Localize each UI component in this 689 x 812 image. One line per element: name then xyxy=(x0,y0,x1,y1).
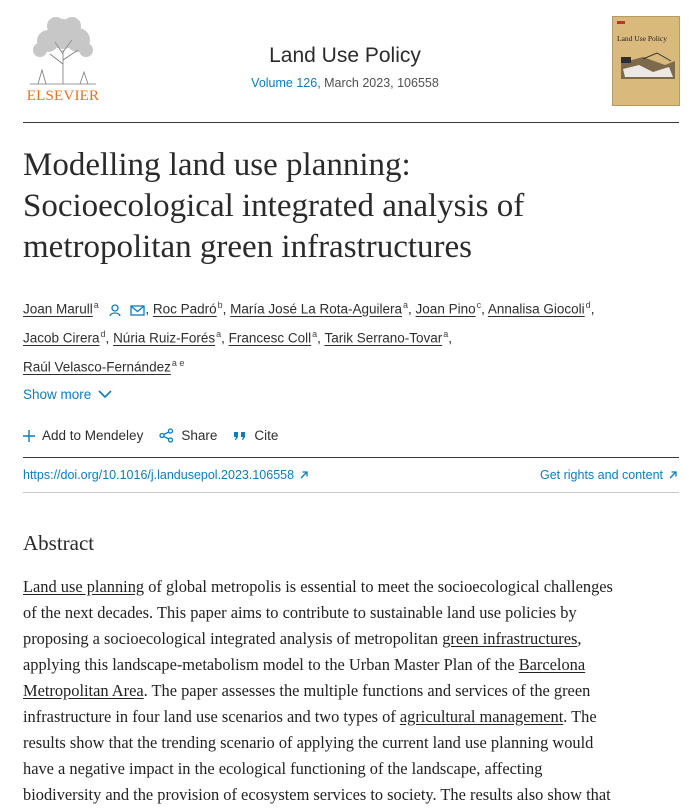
header-divider xyxy=(23,122,679,123)
abstract-body xyxy=(23,574,685,808)
title-line: metropolitan green infrastructures xyxy=(23,229,472,265)
elsevier-logo[interactable] xyxy=(22,14,104,106)
cover-title: Land Use Policy xyxy=(617,34,667,43)
abstract-text: , xyxy=(577,629,582,648)
article-title xyxy=(23,145,673,268)
cite-button[interactable] xyxy=(233,428,278,443)
author-link[interactable]: Joan Pino xyxy=(415,301,476,317)
author-affiliation[interactable]: a xyxy=(403,300,409,310)
abstract-text: applying this landscape-metabolism model to the Urban Master Plan of the xyxy=(23,655,519,674)
author-link[interactable]: Núria Ruiz-Forés xyxy=(113,330,216,346)
journal-header xyxy=(0,0,689,122)
abstract-line xyxy=(23,678,685,704)
author-affiliation[interactable]: d xyxy=(585,300,591,310)
author-affiliation[interactable]: a xyxy=(443,329,449,339)
abstract-line xyxy=(23,626,685,652)
journal-cover[interactable] xyxy=(612,16,680,106)
show-more-button[interactable] xyxy=(23,387,112,402)
author-affiliation[interactable]: b xyxy=(217,300,223,310)
rights-text: Get rights and content xyxy=(540,468,663,482)
author-line xyxy=(23,351,683,380)
elsevier-tree-icon xyxy=(22,14,104,86)
abstract-heading: Abstract xyxy=(23,531,95,555)
abstract-text: proposing a socioecological integrated analysis of metropolitan xyxy=(23,629,443,648)
author-affiliation[interactable]: a xyxy=(216,329,222,339)
term-link[interactable]: Barcelona xyxy=(518,655,586,674)
journal-meta xyxy=(180,76,510,90)
quote-icon xyxy=(233,430,247,442)
doi-text: https://doi.org/10.1016/j.landusepol.2023.106558 xyxy=(23,468,295,482)
abstract-line xyxy=(23,652,685,678)
links-divider xyxy=(23,457,679,458)
add-to-mendeley-button[interactable] xyxy=(23,428,143,443)
abstract-text: . The xyxy=(563,707,597,726)
term-link[interactable]: green infrastructures xyxy=(442,629,578,648)
show-more-label: Show more xyxy=(23,387,92,402)
journal-title[interactable]: Land Use Policy xyxy=(269,44,421,67)
abstract-text: . The paper assesses the multiple functions and services of the green xyxy=(143,681,591,700)
abstract-line: of the next decades. This paper aims to contribute to sustainable land use policies by xyxy=(23,603,577,622)
author-link[interactable]: Tarik Serrano-Tovar xyxy=(324,330,443,346)
abstract-line: biodiversity and the provision of ecosystem services to society. The results also show that xyxy=(23,785,611,804)
author-line: Joan Marull$^a$ , Roc Padró$^b$, María José La Rota-Aguilera$^a$, Joan Pino$^c$, Annalisa Giocoli$^d$, xyxy=(23,300,595,317)
publisher-name: ELSEVIER xyxy=(26,88,100,104)
author-line: Jacob Cirera$^d$, Núria Ruiz-Forés$^a$, Francesc Coll$^a$, Tarik Serrano-Tovar$^a$, xyxy=(23,329,453,346)
abstract-text: of global metropolis is essential to meet the socioecological challenges xyxy=(144,577,613,596)
author-link[interactable]: Roc Padró xyxy=(152,301,217,317)
abstract-line: have a negative impact in the ecological functioning of the landscape, affecting xyxy=(23,759,543,778)
chevron-down-icon xyxy=(98,390,112,399)
term-link[interactable]: Land use planning xyxy=(23,577,145,596)
rights-link[interactable] xyxy=(540,468,678,482)
person-icon[interactable] xyxy=(108,303,122,317)
author-affiliation[interactable]: a e xyxy=(171,358,185,368)
author-link[interactable]: María José La Rota-Aguilera xyxy=(230,301,403,317)
mendeley-label: Add to Mendeley xyxy=(42,428,144,443)
author-link[interactable]: Raúl Velasco-Fernández xyxy=(23,359,171,375)
author-link[interactable]: Francesc Coll xyxy=(228,330,312,346)
term-link[interactable]: Metropolitan Area xyxy=(23,681,144,700)
article-actions xyxy=(23,428,278,443)
issue-date: , March 2023, 106558 xyxy=(317,76,439,90)
cover-image-icon xyxy=(613,17,679,105)
author-link[interactable]: Annalisa Giocoli xyxy=(487,301,585,317)
email-icon[interactable] xyxy=(130,304,145,316)
abstract-divider xyxy=(23,492,679,493)
external-link-icon xyxy=(668,470,678,480)
volume-link[interactable]: Volume 126 xyxy=(251,76,318,90)
author-affiliation[interactable]: d xyxy=(100,329,106,339)
plus-icon xyxy=(23,430,35,442)
abstract-line xyxy=(23,574,685,600)
author-link[interactable]: Jacob Cirera xyxy=(23,330,100,346)
author-affiliation[interactable]: a xyxy=(93,300,99,310)
term-link[interactable]: agricultural management xyxy=(399,707,564,726)
author-list xyxy=(23,293,683,380)
abstract-line: results show that the trending scenario of applying the current land use planning would xyxy=(23,733,594,752)
abstract-line xyxy=(23,704,685,730)
doi-link[interactable] xyxy=(23,468,309,482)
cite-label: Cite xyxy=(254,428,279,443)
author-affiliation[interactable]: c xyxy=(476,300,482,310)
author-link[interactable]: Joan Marull xyxy=(23,301,93,317)
abstract-text: infrastructure in four land use scenarios and two types of xyxy=(23,707,400,726)
title-line: Modelling land use planning: xyxy=(23,147,411,183)
title-line: Socioecological integrated analysis of xyxy=(23,188,525,224)
external-link-icon xyxy=(299,470,309,480)
share-icon xyxy=(159,428,174,443)
share-button[interactable] xyxy=(159,428,217,443)
author-affiliation[interactable]: a xyxy=(312,329,318,339)
share-label: Share xyxy=(181,428,218,443)
